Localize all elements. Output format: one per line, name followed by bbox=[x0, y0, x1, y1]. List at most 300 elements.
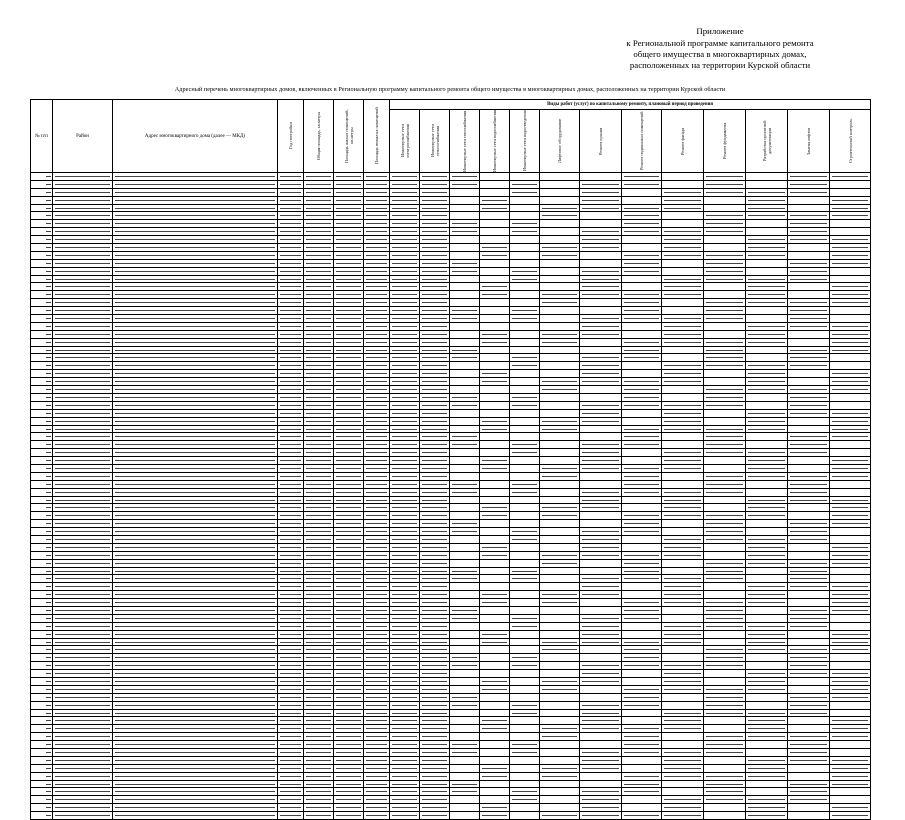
illegible-cell-text bbox=[422, 326, 447, 327]
table-cell bbox=[53, 433, 113, 441]
illegible-cell-text bbox=[664, 365, 701, 366]
illegible-cell-text bbox=[336, 768, 361, 769]
table-cell bbox=[364, 717, 390, 725]
illegible-cell-text bbox=[280, 200, 301, 201]
table-cell bbox=[390, 764, 420, 772]
table-cell bbox=[704, 764, 746, 772]
illegible-cell-text bbox=[55, 405, 110, 406]
table-cell bbox=[788, 504, 830, 512]
illegible-cell-text bbox=[280, 752, 301, 753]
table-cell bbox=[788, 646, 830, 654]
illegible-cell-text bbox=[832, 342, 868, 343]
table-cell bbox=[420, 401, 450, 409]
table-cell bbox=[390, 796, 420, 804]
illegible-cell-text bbox=[392, 413, 417, 414]
illegible-cell-text bbox=[482, 381, 507, 382]
illegible-cell-text bbox=[46, 326, 51, 327]
table-cell bbox=[390, 275, 420, 283]
table-cell bbox=[622, 236, 662, 244]
table-cell bbox=[788, 701, 830, 709]
illegible-cell-text bbox=[422, 365, 447, 366]
table-cell bbox=[830, 520, 871, 528]
table-cell bbox=[31, 551, 53, 559]
illegible-cell-text bbox=[512, 578, 537, 579]
illegible-cell-text bbox=[46, 681, 51, 682]
table-cell bbox=[704, 591, 746, 599]
table-cell bbox=[510, 346, 540, 354]
illegible-cell-text bbox=[832, 215, 868, 216]
table-cell bbox=[390, 401, 420, 409]
illegible-cell-text bbox=[280, 429, 301, 430]
table-cell bbox=[364, 535, 390, 543]
illegible-cell-text bbox=[624, 302, 659, 303]
table-cell bbox=[480, 204, 510, 212]
illegible-cell-text bbox=[790, 263, 827, 264]
illegible-cell-text bbox=[336, 578, 361, 579]
table-cell bbox=[364, 480, 390, 488]
illegible-cell-text bbox=[115, 673, 275, 674]
table-cell bbox=[622, 591, 662, 599]
table-cell bbox=[31, 220, 53, 228]
table-cell bbox=[278, 693, 304, 701]
table-cell bbox=[364, 322, 390, 330]
table-cell bbox=[304, 307, 334, 315]
illegible-cell-text bbox=[366, 697, 387, 698]
illegible-cell-text bbox=[366, 444, 387, 445]
illegible-cell-text bbox=[306, 507, 331, 508]
illegible-cell-text bbox=[422, 649, 447, 650]
table-cell bbox=[113, 236, 278, 244]
illegible-cell-text bbox=[832, 381, 868, 382]
table-cell bbox=[746, 291, 788, 299]
header-design-docs: Разработка проектной документации bbox=[761, 120, 772, 162]
illegible-cell-text bbox=[55, 255, 110, 256]
table-cell bbox=[450, 220, 480, 228]
illegible-cell-text bbox=[280, 223, 301, 224]
illegible-cell-text bbox=[790, 571, 827, 572]
table-cell bbox=[278, 630, 304, 638]
illegible-cell-text bbox=[336, 618, 361, 619]
table-cell bbox=[390, 291, 420, 299]
table-cell bbox=[580, 622, 622, 630]
illegible-cell-text bbox=[115, 436, 275, 437]
illegible-cell-text bbox=[336, 523, 361, 524]
illegible-cell-text bbox=[392, 192, 417, 193]
table-cell bbox=[704, 204, 746, 212]
header-cell bbox=[390, 110, 420, 173]
table-cell bbox=[480, 401, 510, 409]
table-cell bbox=[334, 196, 364, 204]
illegible-cell-text bbox=[366, 381, 387, 382]
table-row bbox=[31, 393, 871, 401]
table-cell bbox=[334, 346, 364, 354]
table-cell bbox=[113, 717, 278, 725]
illegible-cell-text bbox=[46, 310, 51, 311]
table-cell bbox=[662, 417, 704, 425]
table-cell bbox=[480, 236, 510, 244]
table-cell bbox=[450, 504, 480, 512]
table-cell bbox=[662, 693, 704, 701]
table-row bbox=[31, 638, 871, 646]
table-cell bbox=[364, 417, 390, 425]
illegible-cell-text bbox=[306, 586, 331, 587]
table-cell bbox=[53, 425, 113, 433]
illegible-cell-text bbox=[55, 397, 110, 398]
illegible-cell-text bbox=[452, 176, 477, 177]
illegible-cell-text bbox=[392, 752, 417, 753]
table-row bbox=[31, 725, 871, 733]
illegible-cell-text bbox=[55, 492, 110, 493]
table-cell bbox=[278, 378, 304, 386]
table-cell bbox=[304, 488, 334, 496]
table-cell bbox=[420, 591, 450, 599]
illegible-cell-text bbox=[306, 444, 331, 445]
table-cell bbox=[540, 749, 580, 757]
table-cell bbox=[364, 670, 390, 678]
table-cell bbox=[390, 307, 420, 315]
table-cell bbox=[480, 457, 510, 465]
table-cell bbox=[334, 283, 364, 291]
illegible-cell-text bbox=[392, 705, 417, 706]
table-cell bbox=[746, 654, 788, 662]
table-cell bbox=[390, 583, 420, 591]
table-cell bbox=[53, 583, 113, 591]
table-row bbox=[31, 678, 871, 686]
table-cell bbox=[278, 338, 304, 346]
illegible-cell-text bbox=[280, 326, 301, 327]
table-cell bbox=[662, 606, 704, 614]
illegible-cell-text bbox=[280, 350, 301, 351]
illegible-cell-text bbox=[306, 736, 331, 737]
table-cell bbox=[304, 756, 334, 764]
table-cell bbox=[704, 362, 746, 370]
table-cell bbox=[304, 670, 334, 678]
table-row bbox=[31, 496, 871, 504]
table-cell bbox=[622, 480, 662, 488]
table-cell bbox=[746, 788, 788, 796]
table-cell bbox=[304, 804, 334, 812]
table-cell bbox=[662, 204, 704, 212]
header-cell bbox=[278, 100, 304, 173]
table-cell bbox=[746, 630, 788, 638]
table-cell bbox=[53, 449, 113, 457]
illegible-cell-text bbox=[832, 389, 868, 390]
header-electric: Инженерные сети электроснабжения bbox=[399, 124, 410, 158]
table-cell bbox=[510, 709, 540, 717]
illegible-cell-text bbox=[336, 610, 361, 611]
table-cell bbox=[53, 804, 113, 812]
table-cell bbox=[788, 512, 830, 520]
table-cell bbox=[510, 188, 540, 196]
illegible-cell-text bbox=[280, 271, 301, 272]
table-cell bbox=[278, 678, 304, 686]
illegible-cell-text bbox=[280, 602, 301, 603]
table-cell bbox=[540, 535, 580, 543]
illegible-cell-text bbox=[832, 673, 868, 674]
table-cell bbox=[364, 378, 390, 386]
table-cell bbox=[540, 804, 580, 812]
illegible-cell-text bbox=[832, 602, 868, 603]
table-cell bbox=[704, 417, 746, 425]
illegible-cell-text bbox=[336, 389, 361, 390]
illegible-cell-text bbox=[306, 657, 331, 658]
table-cell bbox=[113, 433, 278, 441]
table-cell bbox=[450, 322, 480, 330]
table-cell bbox=[662, 559, 704, 567]
table-cell bbox=[390, 804, 420, 812]
table-cell bbox=[662, 338, 704, 346]
table-cell bbox=[788, 307, 830, 315]
table-cell bbox=[540, 322, 580, 330]
table-cell bbox=[480, 733, 510, 741]
illegible-cell-text bbox=[280, 176, 301, 177]
illegible-cell-text bbox=[366, 799, 387, 800]
table-cell bbox=[704, 662, 746, 670]
table-cell bbox=[580, 267, 622, 275]
illegible-cell-text bbox=[55, 744, 110, 745]
illegible-cell-text bbox=[624, 436, 659, 437]
table-cell bbox=[746, 173, 788, 181]
table-cell bbox=[53, 543, 113, 551]
illegible-cell-text bbox=[452, 357, 477, 358]
table-cell bbox=[622, 701, 662, 709]
table-cell bbox=[704, 614, 746, 622]
table-cell bbox=[788, 220, 830, 228]
table-cell bbox=[420, 709, 450, 717]
table-cell bbox=[480, 788, 510, 796]
table-cell bbox=[304, 630, 334, 638]
table-cell bbox=[31, 528, 53, 536]
table-cell bbox=[480, 386, 510, 394]
table-cell bbox=[480, 441, 510, 449]
table-cell bbox=[704, 425, 746, 433]
table-cell bbox=[830, 472, 871, 480]
illegible-cell-text bbox=[336, 263, 361, 264]
table-cell bbox=[788, 259, 830, 267]
illegible-cell-text bbox=[582, 507, 619, 508]
illegible-cell-text bbox=[115, 657, 275, 658]
table-cell bbox=[390, 228, 420, 236]
illegible-cell-text bbox=[664, 752, 701, 753]
illegible-cell-text bbox=[582, 791, 619, 792]
illegible-cell-text bbox=[392, 286, 417, 287]
table-cell bbox=[540, 425, 580, 433]
illegible-cell-text bbox=[55, 334, 110, 335]
table-cell bbox=[704, 559, 746, 567]
illegible-cell-text bbox=[582, 460, 619, 461]
table-cell bbox=[540, 756, 580, 764]
table-cell bbox=[304, 259, 334, 267]
illegible-cell-text bbox=[306, 784, 331, 785]
illegible-cell-text bbox=[422, 444, 447, 445]
illegible-cell-text bbox=[55, 586, 110, 587]
table-cell bbox=[31, 717, 53, 725]
table-cell bbox=[113, 780, 278, 788]
illegible-cell-text bbox=[664, 586, 701, 587]
illegible-cell-text bbox=[306, 421, 331, 422]
table-cell bbox=[278, 591, 304, 599]
table-cell bbox=[364, 228, 390, 236]
illegible-cell-text bbox=[55, 484, 110, 485]
illegible-cell-text bbox=[582, 752, 619, 753]
illegible-cell-text bbox=[115, 626, 275, 627]
table-cell bbox=[304, 378, 334, 386]
table-cell bbox=[420, 512, 450, 520]
table-cell bbox=[788, 606, 830, 614]
illegible-cell-text bbox=[790, 223, 827, 224]
illegible-cell-text bbox=[366, 815, 387, 816]
table-cell bbox=[662, 409, 704, 417]
illegible-cell-text bbox=[55, 610, 110, 611]
illegible-cell-text bbox=[55, 184, 110, 185]
illegible-cell-text bbox=[790, 365, 827, 366]
illegible-cell-text bbox=[280, 468, 301, 469]
table-cell bbox=[580, 315, 622, 323]
illegible-cell-text bbox=[706, 649, 743, 650]
illegible-cell-text bbox=[392, 586, 417, 587]
illegible-cell-text bbox=[706, 571, 743, 572]
table-row bbox=[31, 575, 871, 583]
table-cell bbox=[334, 299, 364, 307]
illegible-cell-text bbox=[706, 563, 743, 564]
illegible-cell-text bbox=[664, 231, 701, 232]
illegible-cell-text bbox=[115, 271, 275, 272]
illegible-cell-text bbox=[280, 365, 301, 366]
table-cell bbox=[53, 457, 113, 465]
table-cell bbox=[113, 654, 278, 662]
table-cell bbox=[662, 804, 704, 812]
illegible-cell-text bbox=[624, 263, 659, 264]
illegible-cell-text bbox=[366, 713, 387, 714]
table-cell bbox=[450, 701, 480, 709]
table-cell bbox=[746, 701, 788, 709]
table-cell bbox=[580, 299, 622, 307]
table-row bbox=[31, 180, 871, 188]
table-cell bbox=[450, 551, 480, 559]
table-cell bbox=[113, 244, 278, 252]
table-cell bbox=[704, 441, 746, 449]
illegible-cell-text bbox=[115, 247, 275, 248]
illegible-cell-text bbox=[624, 752, 659, 753]
table-cell bbox=[364, 307, 390, 315]
illegible-cell-text bbox=[624, 231, 659, 232]
table-cell bbox=[334, 812, 364, 820]
table-cell bbox=[364, 804, 390, 812]
illegible-cell-text bbox=[582, 231, 619, 232]
illegible-cell-text bbox=[790, 389, 827, 390]
illegible-cell-text bbox=[46, 255, 51, 256]
illegible-cell-text bbox=[55, 286, 110, 287]
table-row bbox=[31, 228, 871, 236]
table-cell bbox=[334, 551, 364, 559]
table-cell bbox=[53, 196, 113, 204]
illegible-cell-text bbox=[392, 815, 417, 816]
header-elevator-replacement: Замена лифтов bbox=[806, 127, 811, 155]
illegible-cell-text bbox=[366, 720, 387, 721]
table-cell bbox=[480, 449, 510, 457]
table-cell bbox=[622, 796, 662, 804]
illegible-cell-text bbox=[366, 586, 387, 587]
table-cell bbox=[480, 567, 510, 575]
table-cell bbox=[480, 259, 510, 267]
table-cell bbox=[704, 528, 746, 536]
illegible-cell-text bbox=[115, 176, 275, 177]
table-cell bbox=[278, 251, 304, 259]
table-cell bbox=[364, 725, 390, 733]
illegible-cell-text bbox=[392, 436, 417, 437]
table-cell bbox=[622, 488, 662, 496]
table-cell bbox=[278, 425, 304, 433]
illegible-cell-text bbox=[582, 728, 619, 729]
table-cell bbox=[113, 788, 278, 796]
illegible-cell-text bbox=[306, 302, 331, 303]
table-cell bbox=[580, 535, 622, 543]
table-cell bbox=[662, 662, 704, 670]
illegible-cell-text bbox=[748, 200, 785, 201]
illegible-cell-text bbox=[366, 665, 387, 666]
table-cell bbox=[788, 401, 830, 409]
table-cell bbox=[53, 441, 113, 449]
illegible-cell-text bbox=[422, 192, 447, 193]
table-cell bbox=[390, 512, 420, 520]
table-cell bbox=[450, 315, 480, 323]
table-cell bbox=[113, 464, 278, 472]
illegible-cell-text bbox=[790, 350, 827, 351]
table-cell bbox=[788, 173, 830, 181]
table-cell bbox=[364, 583, 390, 591]
table-cell bbox=[113, 512, 278, 520]
illegible-cell-text bbox=[582, 405, 619, 406]
illegible-cell-text bbox=[706, 618, 743, 619]
illegible-cell-text bbox=[482, 507, 507, 508]
table-row bbox=[31, 236, 871, 244]
table-cell bbox=[580, 338, 622, 346]
table-cell bbox=[304, 236, 334, 244]
illegible-cell-text bbox=[706, 176, 743, 177]
table-row bbox=[31, 741, 871, 749]
table-cell bbox=[390, 196, 420, 204]
table-row bbox=[31, 528, 871, 536]
table-row bbox=[31, 599, 871, 607]
table-cell bbox=[540, 386, 580, 394]
table-cell bbox=[53, 378, 113, 386]
table-cell bbox=[390, 535, 420, 543]
table-cell bbox=[334, 173, 364, 181]
illegible-cell-text bbox=[115, 752, 275, 753]
illegible-cell-text bbox=[624, 484, 659, 485]
table-cell bbox=[746, 370, 788, 378]
table-cell bbox=[450, 630, 480, 638]
table-cell bbox=[31, 330, 53, 338]
table-cell bbox=[662, 259, 704, 267]
illegible-cell-text bbox=[392, 563, 417, 564]
table-cell bbox=[31, 259, 53, 267]
illegible-cell-text bbox=[392, 610, 417, 611]
illegible-cell-text bbox=[664, 421, 701, 422]
illegible-cell-text bbox=[422, 231, 447, 232]
table-cell bbox=[480, 464, 510, 472]
table-cell bbox=[830, 614, 871, 622]
table-cell bbox=[662, 780, 704, 788]
table-cell bbox=[480, 764, 510, 772]
illegible-cell-text bbox=[366, 594, 387, 595]
illegible-cell-text bbox=[280, 649, 301, 650]
table-cell bbox=[480, 535, 510, 543]
table-cell bbox=[830, 409, 871, 417]
table-cell bbox=[420, 299, 450, 307]
table-cell bbox=[31, 520, 53, 528]
table-cell bbox=[278, 725, 304, 733]
